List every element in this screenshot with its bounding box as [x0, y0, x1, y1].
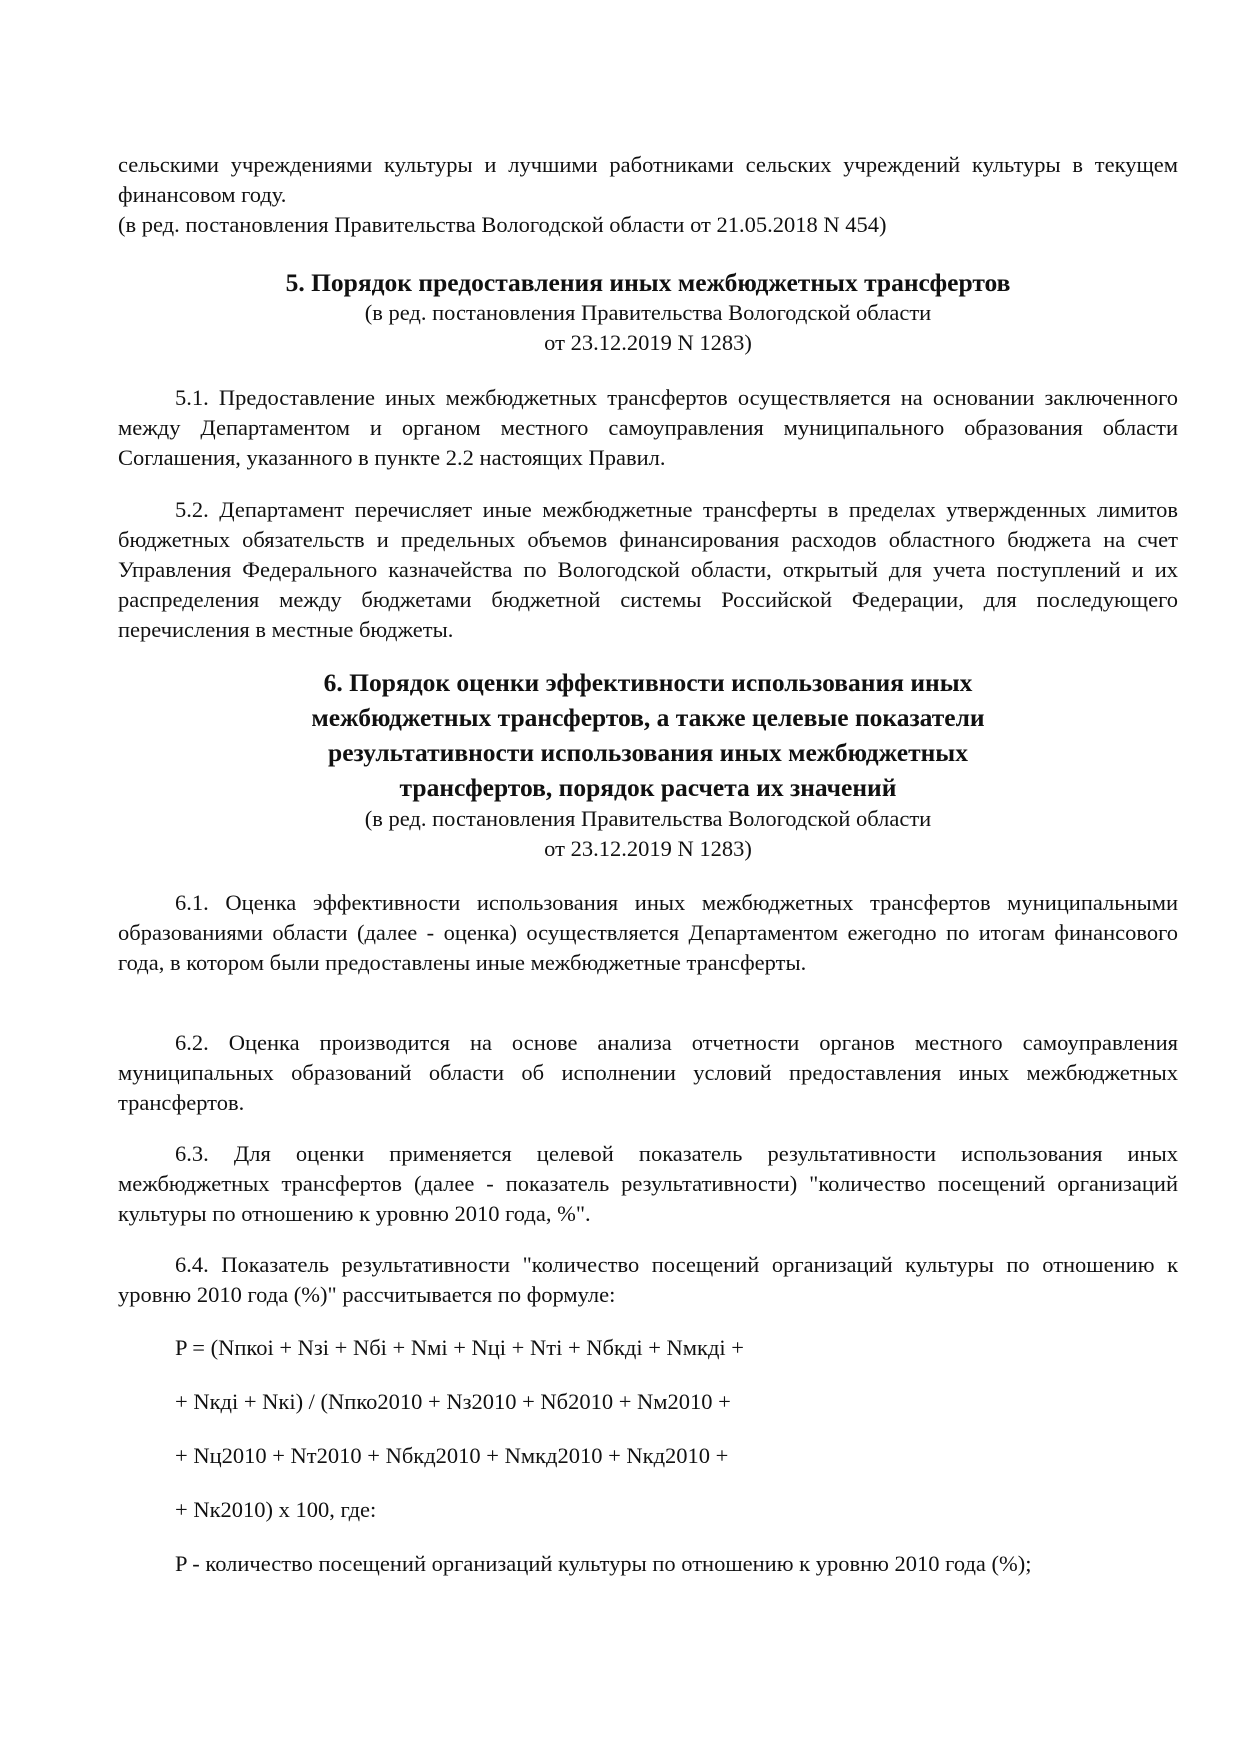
section-6-amendment-line-2: от 23.12.2019 N 1283) [544, 836, 752, 861]
paragraph-5-1: 5.1. Предоставление иных межбюджетных трансфертов осуществляется на основании заключенного между Департаментом и органом местного самоуправления муниципального образования области Соглашения, указанного в пункте 2.2 настоящих Правил. [118, 385, 1178, 470]
formula-line-2: + Nкдi + Nкi) / (Nпко2010 + Nз2010 + Nб2010 + Nм2010 + [175, 1389, 731, 1414]
section-5-heading: 5. Порядок предоставления иных межбюджетных трансфертов [285, 268, 1011, 297]
section-6-heading-line-2: межбюджетных трансфертов, а также целевые показатели [311, 703, 985, 732]
section-6-amendment-line-1: (в ред. постановления Правительства Вологодской области [364, 806, 932, 831]
section-5-amendment-line-2: от 23.12.2019 N 1283) [544, 330, 752, 355]
paragraph-6-3: 6.3. Для оценки применяется целевой показатель результативности использования иных межбюджетных трансфертов (далее - показатель результативности) "количество посещений организаций культуры по отношению к уровню 2010 года, %". [118, 1141, 1178, 1226]
section-6-heading-line-3: результативности использования иных межбюджетных [328, 738, 968, 767]
paragraph-6-4: 6.4. Показатель результативности "количество посещений организаций культуры по отношению к уровню 2010 года (%)" рассчитывается по формуле: [118, 1252, 1178, 1307]
section-6-heading [118, 665, 1178, 805]
section-6-heading-line-4: трансфертов, порядок расчета их значений [399, 773, 897, 802]
definition-p: P - количество посещений организаций культуры по отношению к уровню 2010 года (%); [175, 1551, 1032, 1576]
formula-line-3: + Nц2010 + Nт2010 + Nбкд2010 + Nмкд2010 + Nкд2010 + [175, 1443, 729, 1468]
section-6-heading-line-1: 6. Порядок оценки эффективности использования иных [323, 668, 973, 697]
formula-line-4: + Nк2010) x 100, где: [175, 1497, 377, 1522]
section-5-amendment-line-1: (в ред. постановления Правительства Вологодской области [364, 300, 932, 325]
paragraph-6-2: 6.2. Оценка производится на основе анализа отчетности органов местного самоуправления муниципальных образований области об исполнении условий предоставления иных межбюджетных трансфертов. [118, 1030, 1178, 1115]
paragraph-5-2: 5.2. Департамент перечисляет иные межбюджетные трансферты в пределах утвержденных лимитов бюджетных обязательств и предельных объемов финансирования расходов областного бюджета на счет Управления Федерального казначейства по Вологодской области, открытый для учета поступлений и их распределения между бюджетами бюджетной системы Российской Федерации, для последующего перечисления в местные бюджеты. [118, 497, 1178, 642]
intro-amendment-note: (в ред. постановления Правительства Вологодской области от 21.05.2018 N 454) [118, 212, 887, 237]
paragraph-6-1: 6.1. Оценка эффективности использования иных межбюджетных трансфертов муниципальными образованиями области (далее - оценка) осуществляется Департаментом ежегодно по итогам финансового года, в котором были предоставлены иные межбюджетные трансферты. [118, 890, 1178, 975]
formula-line-1: P = (Nпкоi + Nзi + Nбi + Nмi + Nцi + Nтi + Nбкдi + Nмкдi + [175, 1335, 744, 1360]
intro-paragraph: сельскими учреждениями культуры и лучшими работниками сельских учреждений культуры в текущем финансовом году. [118, 152, 1178, 207]
